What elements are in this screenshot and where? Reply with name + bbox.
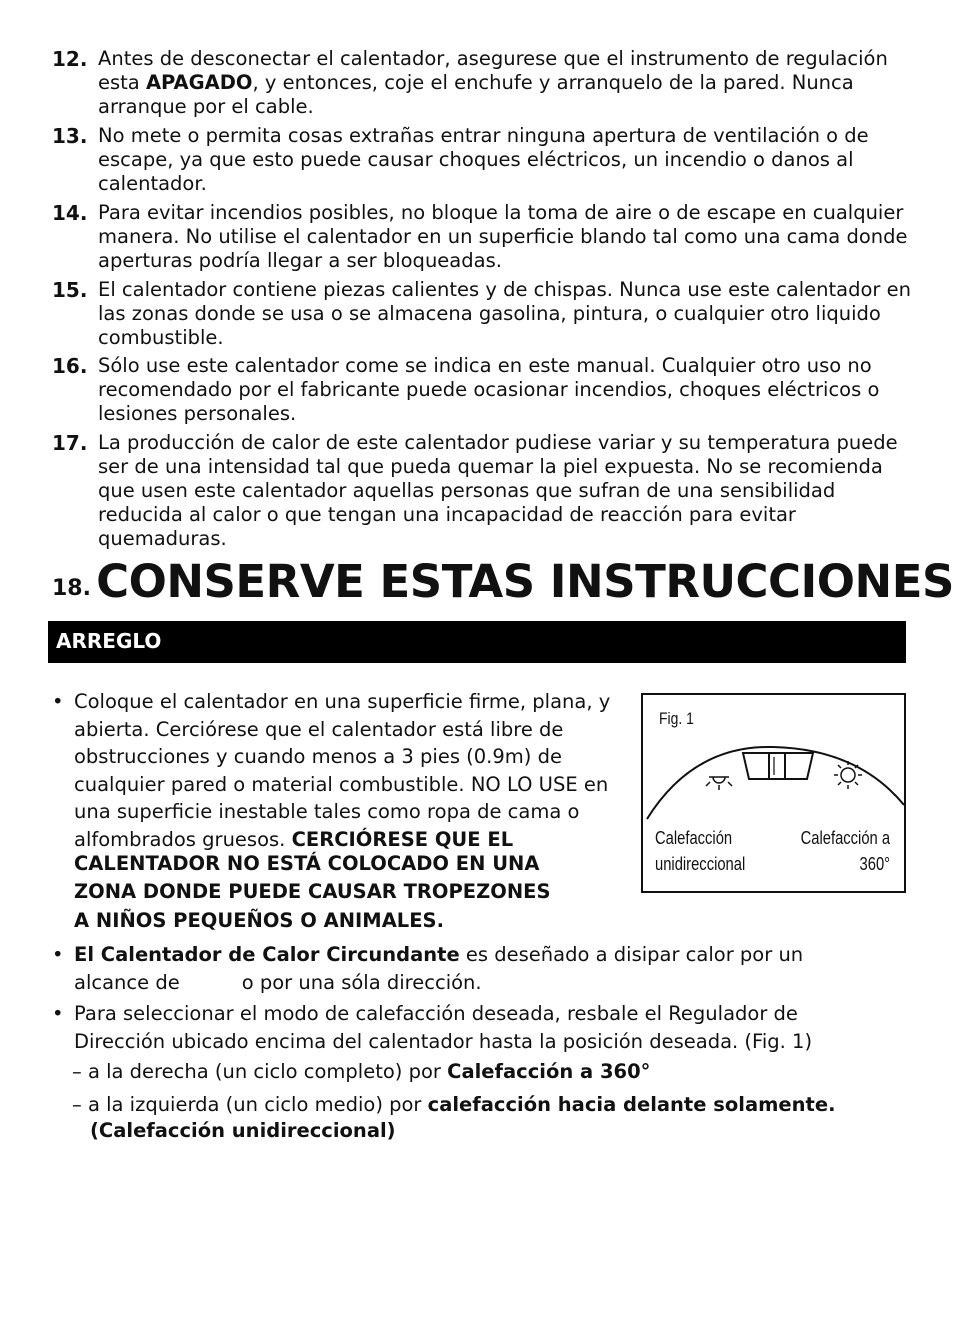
item-text: Sólo use este calentador come se indica en este manual. Cualquier otro uso no recomendado por el fabricante puede ocasionar incendios, choques eléctricos o lesiones personales. bbox=[98, 354, 880, 425]
direction-slider bbox=[743, 753, 813, 779]
item-number: 15. bbox=[52, 278, 88, 302]
item-text: Antes de desconectar el calentador, asegurese que el instrumento de regulación esta APAGADO, y entonces, coje el enchufe y arranquelo de la pared. Nunca arranque por el cable. bbox=[98, 47, 888, 118]
bullet-symbol: • bbox=[52, 1002, 64, 1025]
conserve-heading bbox=[52, 555, 954, 608]
sub-item-left: – a la izquierda (un ciclo medio) por calefacción hacia delante solamente. (Calefacción unidireccional) bbox=[72, 1093, 836, 1142]
warning-line-1: CALENTADOR NO ESTÁ COLOCADO EN UNA bbox=[74, 852, 540, 875]
item-number: 12. bbox=[52, 47, 88, 71]
bullet-symbol: • bbox=[52, 690, 64, 713]
half-sun-icon bbox=[706, 777, 732, 790]
figure-1 bbox=[641, 693, 906, 893]
heading-number: 18. bbox=[52, 576, 91, 601]
emphasis-apagado: APAGADO bbox=[145, 71, 253, 94]
instruction-item-14 bbox=[52, 201, 912, 273]
instruction-item-16 bbox=[52, 354, 912, 426]
instruction-item-17 bbox=[52, 431, 912, 551]
mode-360: Calefacción a 360° bbox=[447, 1060, 651, 1083]
item-text: El calentador contiene piezas calientes y de chispas. Nunca use este calentador en las zonas donde se usa o se almacena gasolina, pintura, o cualquier otro liquido combustible. bbox=[98, 278, 911, 349]
bullet-text: Para seleccionar el modo de calefacción deseada, resbale el Regulador de Dirección ubicado encima del calentador hasta la posición deseada. (Fig. 1) bbox=[74, 1002, 813, 1053]
caption-360: Calefacción a 360° bbox=[800, 828, 890, 874]
bullet-text: El Calentador de Calor Circundante es deseñado a disipar calor por un alcance de o por una sóla dirección. bbox=[74, 943, 804, 994]
item-number: 16. bbox=[52, 354, 88, 378]
product-name: El Calentador de Calor Circundante bbox=[74, 943, 460, 966]
warning-line-3: A NIÑOS PEQUEÑOS O ANIMALES. bbox=[74, 909, 444, 932]
warning-start: CERCIÓRESE QUE EL bbox=[291, 827, 514, 851]
item-text: No mete o permita cosas extrañas entrar ninguna apertura de ventilación o de escape, ya que esto puede causar choques eléctricos, un incendio o danos al calentador. bbox=[98, 124, 869, 195]
instruction-item-13 bbox=[52, 124, 912, 196]
item-text: Para evitar incendios posibles, no bloque la toma de aire o de escape en cualquier manera. No utilise el calentador en un superficie blando tal como una cama donde aperturas podría llegar a ser bloqueadas. bbox=[98, 201, 908, 272]
instruction-item-15 bbox=[52, 278, 912, 350]
bullet-text: Coloque el calentador en una superficie firme, plana, y abierta. Cerciórese que el calentador está libre de obstrucciones y cuando menos a 3 pies (0.9m) de cualquier pared o material combustible. NO LO USE en una superficie inestable tales como ropa de cama o alfombrados gruesos. CERCIÓRESE QUE EL bbox=[74, 690, 611, 851]
heading-title: CONSERVE ESTAS INSTRUCCIONES bbox=[96, 555, 954, 608]
bullet-symbol: • bbox=[52, 943, 64, 966]
sub-item-right: – a la derecha (un ciclo completo) por Calefacción a 360° bbox=[72, 1060, 651, 1083]
full-sun-icon bbox=[834, 761, 862, 789]
mode-unidirectional: (Calefacción unidireccional) bbox=[90, 1119, 396, 1142]
bullet-heater-description bbox=[52, 941, 912, 996]
section-title: ARREGLO bbox=[56, 629, 162, 653]
warning-line-2: ZONA DONDE PUEDE CAUSAR TROPEZONES bbox=[74, 880, 551, 903]
item-number: 13. bbox=[52, 124, 88, 148]
bullet-placement bbox=[52, 688, 627, 853]
instruction-item-12 bbox=[52, 47, 912, 119]
item-number: 14. bbox=[52, 201, 88, 225]
item-text: La producción de calor de este calentador pudiese variar y su temperatura puede ser de una intensidad tal que pueda quemar la piel expuesta. No se recomienda que usen este calentador aquellas personas que sufran de una sensibilidad reducida al calor o que tengan una incapacidad de reacción para evitar quemaduras. bbox=[98, 431, 898, 550]
item-number: 17. bbox=[52, 431, 88, 455]
bullet-select-mode bbox=[52, 1000, 852, 1055]
mode-forward: calefacción hacia delante solamente. bbox=[427, 1093, 836, 1116]
section-bar bbox=[48, 621, 906, 663]
caption-unidirectional: Calefacción unidireccional bbox=[655, 828, 746, 874]
figure-label: Fig. 1 bbox=[659, 709, 694, 728]
